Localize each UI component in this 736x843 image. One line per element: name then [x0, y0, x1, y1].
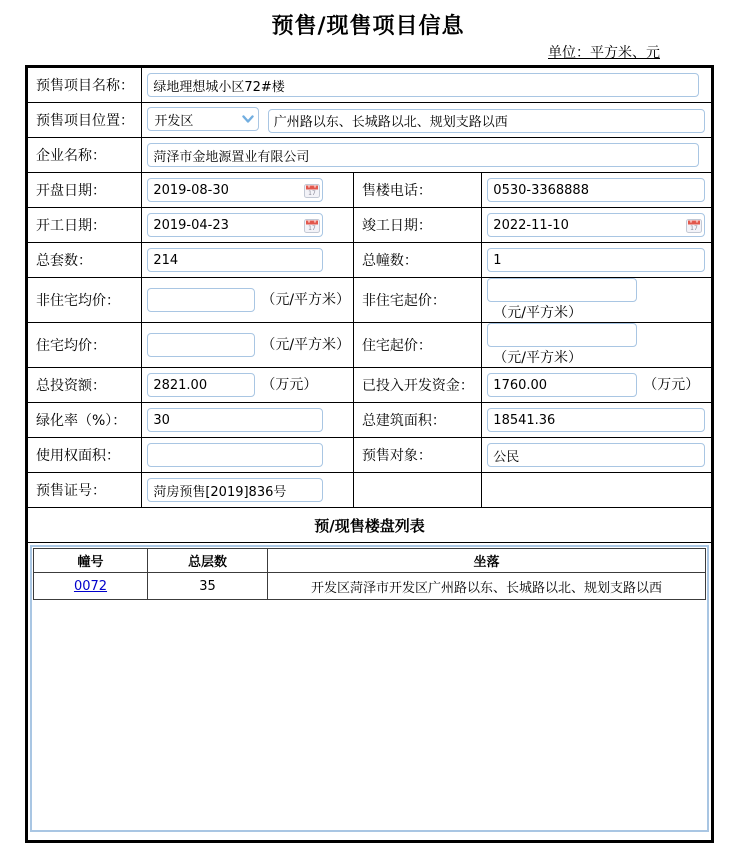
chevron-down-icon — [242, 115, 254, 124]
invested-funds-unit: （万元） — [643, 377, 700, 393]
row-building-list — [27, 543, 713, 842]
row-permit-no — [27, 473, 713, 508]
col-header-building-no: 幢号 — [34, 549, 148, 573]
building-list-panel — [30, 545, 709, 832]
total-buildings-input[interactable] — [487, 248, 705, 272]
residential-start-price-unit: （元/平方米） — [493, 350, 583, 366]
completion-date-label: 竣工日期： — [353, 208, 481, 243]
building-list-header-row — [34, 549, 706, 573]
calendar-icon[interactable] — [304, 183, 320, 198]
land-use-area-label: 使用权面积： — [27, 438, 142, 473]
total-floor-area-label: 总建筑面积： — [353, 403, 481, 438]
nonresidential-avg-price-unit: （元/平方米） — [261, 292, 351, 308]
project-name-input[interactable] — [147, 73, 699, 97]
row-nonresidential-prices — [27, 278, 713, 323]
invested-funds-input[interactable] — [487, 373, 637, 397]
row-project-location — [27, 103, 713, 138]
sales-phone-input[interactable] — [487, 178, 705, 202]
nonresidential-avg-price-input[interactable] — [147, 288, 255, 312]
svg-text:17: 17 — [308, 189, 317, 197]
unit-note: 单位：平方米、元 — [548, 45, 660, 61]
project-location-input[interactable] — [268, 109, 705, 133]
presale-permit-no-label: 预售证号： — [27, 473, 142, 508]
nonresidential-start-price-label: 非住宅起价： — [353, 278, 481, 323]
invested-funds-label: 已投入开发资金： — [353, 368, 481, 403]
floors-cell: 35 — [148, 573, 268, 600]
row-investment — [27, 368, 713, 403]
nonresidential-start-price-input[interactable] — [487, 278, 637, 302]
residential-avg-price-label: 住宅均价： — [27, 323, 142, 368]
project-name-label: 预售项目名称： — [27, 67, 142, 103]
project-info-table — [25, 65, 714, 843]
location-cell: 开发区菏泽市开发区广州路以东、长城路以北、规划支路以西 — [268, 573, 706, 600]
total-investment-input[interactable] — [147, 373, 255, 397]
completion-date-picker[interactable] — [487, 213, 705, 237]
district-select[interactable] — [147, 107, 259, 131]
total-units-input[interactable] — [147, 248, 323, 272]
building-list-cell — [27, 543, 713, 842]
table-row — [34, 573, 706, 600]
row-greening-area — [27, 403, 713, 438]
company-name-label: 企业名称： — [27, 138, 142, 173]
col-header-floors: 总层数 — [148, 549, 268, 573]
building-no-cell — [34, 573, 148, 600]
row-section-title — [27, 508, 713, 543]
presale-project-page — [0, 9, 736, 843]
total-investment-label: 总投资额： — [27, 368, 142, 403]
project-location-label: 预售项目位置： — [27, 103, 142, 138]
start-date-label: 开工日期： — [27, 208, 142, 243]
col-header-location: 坐落 — [268, 549, 706, 573]
nonresidential-start-price-unit: （元/平方米） — [493, 305, 583, 321]
row-units-buildings — [27, 243, 713, 278]
row-residential-prices — [27, 323, 713, 368]
row-start-completion-date — [27, 208, 713, 243]
presale-permit-no-input[interactable] — [147, 478, 323, 502]
presale-target-input[interactable] — [487, 443, 705, 467]
sales-phone-label: 售楼电话： — [353, 173, 481, 208]
completion-date-input[interactable] — [488, 215, 686, 235]
building-no-link[interactable]: 0072 — [73, 578, 108, 594]
building-list-table — [33, 548, 706, 600]
empty-cell — [482, 473, 713, 508]
total-buildings-label: 总幢数： — [353, 243, 481, 278]
building-list-section-title: 预/现售楼盘列表 — [27, 508, 713, 543]
residential-avg-price-input[interactable] — [147, 333, 255, 357]
total-floor-area-input[interactable] — [487, 408, 705, 432]
residential-start-price-label: 住宅起价： — [353, 323, 481, 368]
row-project-name — [27, 67, 713, 103]
unit-note-row — [0, 42, 736, 62]
start-date-picker[interactable] — [147, 213, 323, 237]
land-use-area-input[interactable] — [147, 443, 323, 467]
nonresidential-avg-price-label: 非住宅均价： — [27, 278, 142, 323]
calendar-icon[interactable] — [304, 218, 320, 233]
svg-text:17: 17 — [690, 224, 699, 232]
row-landuse-target — [27, 438, 713, 473]
district-select-value: 开发区 — [154, 113, 194, 129]
greening-rate-label: 绿化率（%）： — [27, 403, 142, 438]
row-opening-date-phone — [27, 173, 713, 208]
total-investment-unit: （万元） — [261, 377, 318, 393]
calendar-icon[interactable] — [686, 218, 702, 233]
empty-cell — [353, 473, 481, 508]
residential-avg-price-unit: （元/平方米） — [261, 337, 351, 353]
greening-rate-input[interactable] — [147, 408, 323, 432]
opening-date-label: 开盘日期： — [27, 173, 142, 208]
start-date-input[interactable] — [148, 215, 304, 235]
row-company-name — [27, 138, 713, 173]
residential-start-price-input[interactable] — [487, 323, 637, 347]
opening-date-picker[interactable] — [147, 178, 323, 202]
presale-target-label: 预售对象： — [353, 438, 481, 473]
page-title: 预售/现售项目信息 — [271, 14, 465, 39]
company-name-input[interactable] — [147, 143, 699, 167]
svg-text:17: 17 — [308, 224, 317, 232]
total-units-label: 总套数： — [27, 243, 142, 278]
opening-date-input[interactable] — [148, 180, 304, 200]
